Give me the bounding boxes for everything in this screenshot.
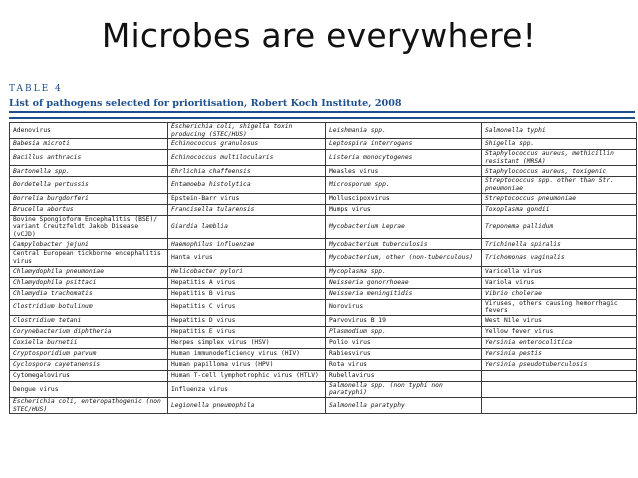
table-row	[10, 215, 637, 239]
table-cell: Vibrio cholerae	[482, 288, 637, 299]
table-cell: Neisseria meningitidis	[326, 288, 482, 299]
table-cell: Yersinia pestis	[482, 348, 637, 359]
table-cell: Cytomegalovirus	[10, 370, 168, 381]
table-cell: Entamoeba histolytica	[168, 177, 326, 193]
table-cell: Brucella abortus	[10, 204, 168, 215]
table-cell: Mycoplasma spp.	[326, 266, 482, 277]
table-cell: Molluscipoxvirus	[326, 193, 482, 204]
table-row	[10, 204, 637, 215]
table-cell: Adenovirus	[10, 123, 168, 139]
table-cell: Echinococcus multilocularis	[168, 150, 326, 166]
table-cell: Legionella pneumophila	[168, 397, 326, 413]
table-cell: Coxiella burnetii	[10, 337, 168, 348]
table-cell: Bovine Spongioform Encephalitis (BSE)/ variant Creutzfeldt Jakob Disease (vCJD)	[10, 215, 168, 239]
table-cell: Streptococcus pneumoniae	[482, 193, 637, 204]
table-cell: Herpes simplex virus (HSV)	[168, 337, 326, 348]
table-cell: Bartonella spp.	[10, 166, 168, 177]
table-cell: Echinococcus granulosus	[168, 139, 326, 150]
caption-rule-bottom	[9, 117, 635, 119]
table-row	[10, 299, 637, 315]
caption-rule-top	[9, 111, 635, 113]
table-cell: Human T-cell lymphotrophic virus (HTLV)	[168, 370, 326, 381]
table-cell: Rabiesvirus	[326, 348, 482, 359]
table-cell: Borrelia burgdorferi	[10, 193, 168, 204]
table-cell: Mycobacterium, other (non-tuberculous)	[326, 250, 482, 266]
table-row	[10, 266, 637, 277]
table-cell: Shigella spp.	[482, 139, 637, 150]
table-cell	[482, 370, 637, 381]
table-cell: Trichomonas vaginalis	[482, 250, 637, 266]
table-cell: Helicobacter pylori	[168, 266, 326, 277]
table-row	[10, 123, 637, 139]
table-cell: Bordetella pertussis	[10, 177, 168, 193]
table-cell: Salmonella spp. (non typhi non paratyphi)	[326, 381, 482, 397]
table-cell: Yersinia enterocolitica	[482, 337, 637, 348]
table-row	[10, 337, 637, 348]
table-cell: Escherichia coli, enteropathogenic (non STEC/HUS)	[10, 397, 168, 413]
table-cell: Central European tickborne encephalitis virus	[10, 250, 168, 266]
table-cell: Mumps virus	[326, 204, 482, 215]
table-cell: Hepatitis A virus	[168, 277, 326, 288]
table-cell: Norovirus	[326, 299, 482, 315]
table-row	[10, 139, 637, 150]
table-caption: List of pathogens selected for prioritisation, Robert Koch Institute, 2008	[9, 98, 402, 109]
pathogen-table	[9, 122, 637, 414]
table-cell: Influenza virus	[168, 381, 326, 397]
table-cell: Staphylococcus aureus, toxigenic	[482, 166, 637, 177]
table-cell: Mycobacterium Leprae	[326, 215, 482, 239]
table-row	[10, 359, 637, 370]
table-cell: Clostridium botulinum	[10, 299, 168, 315]
table-cell: Rubellavirus	[326, 370, 482, 381]
table-cell: Chlamydia trachomatis	[10, 288, 168, 299]
table-cell: Leishmania spp.	[326, 123, 482, 139]
table-cell: Plasmodium spp.	[326, 326, 482, 337]
table-cell: Polio virus	[326, 337, 482, 348]
table-cell: Escherichia coli, shigella toxin producing (STEC/HUS)	[168, 123, 326, 139]
table-row	[10, 277, 637, 288]
table-cell: Parvovirus B 19	[326, 315, 482, 326]
table-cell: Ehrlichia chaffeensis	[168, 166, 326, 177]
table-row	[10, 250, 637, 266]
table-cell: Viruses, others causing hemorrhagic fevers	[482, 299, 637, 315]
table-row	[10, 381, 637, 397]
table-cell: Treponema pallidum	[482, 215, 637, 239]
table-row	[10, 397, 637, 413]
table-row	[10, 326, 637, 337]
table-cell: Human immunodeficiency virus (HIV)	[168, 348, 326, 359]
table-cell: Measles virus	[326, 166, 482, 177]
table-cell: Neisseria gonorrhoeae	[326, 277, 482, 288]
table-cell: Salmonella paratyphy	[326, 397, 482, 413]
table-cell: Variola virus	[482, 277, 637, 288]
table-cell: Leptospira interrogans	[326, 139, 482, 150]
table-row	[10, 150, 637, 166]
table-cell: Clostridium tetani	[10, 315, 168, 326]
table-cell: Hanta virus	[168, 250, 326, 266]
table-cell: Epstein-Barr virus	[168, 193, 326, 204]
table-cell	[482, 381, 637, 397]
table-cell: Trichinella spiralis	[482, 239, 637, 250]
table-cell: Hepatitis D virus	[168, 315, 326, 326]
table-cell: Hepatitis E virus	[168, 326, 326, 337]
table-cell: Hepatitis C virus	[168, 299, 326, 315]
table-cell: West Nile virus	[482, 315, 637, 326]
table-cell: Yersinia pseudotuberculosis	[482, 359, 637, 370]
table-row	[10, 239, 637, 250]
table-cell: Chlamydophila pneumoniae	[10, 266, 168, 277]
table-cell: Cryptosporidium parvum	[10, 348, 168, 359]
table-cell: Microsporum spp.	[326, 177, 482, 193]
table-row	[10, 166, 637, 177]
table-cell: Campylobacter jejuni	[10, 239, 168, 250]
table-cell: Rota virus	[326, 359, 482, 370]
table-cell: Human papilloma virus (HPV)	[168, 359, 326, 370]
table-cell: Salmonella typhi	[482, 123, 637, 139]
table-cell: Toxoplasma gondii	[482, 204, 637, 215]
table-cell: Varicella virus	[482, 266, 637, 277]
table-row	[10, 288, 637, 299]
pathogen-table-body	[10, 123, 637, 414]
table-row	[10, 315, 637, 326]
table-cell: Listeria monocytogenes	[326, 150, 482, 166]
table-cell: Bacillus anthracis	[10, 150, 168, 166]
table-row	[10, 348, 637, 359]
table-cell: Giardia lamblia	[168, 215, 326, 239]
table-cell: Francisella tularensis	[168, 204, 326, 215]
table-row	[10, 193, 637, 204]
table-cell: Dengue virus	[10, 381, 168, 397]
table-cell: Staphylococcus aureus, methicillin resistant (MRSA)	[482, 150, 637, 166]
table-row	[10, 177, 637, 193]
table-cell: Yellow fever virus	[482, 326, 637, 337]
table-cell	[482, 397, 637, 413]
table-cell: Mycobacterium tuberculosis	[326, 239, 482, 250]
table-row	[10, 370, 637, 381]
table-cell: Corynebacterium diphtheria	[10, 326, 168, 337]
table-cell: Cyclospora cayetanensis	[10, 359, 168, 370]
table-cell: Babesia microti	[10, 139, 168, 150]
table-cell: Chlamydophila psittaci	[10, 277, 168, 288]
table-cell: Hepatitis B virus	[168, 288, 326, 299]
table-cell: Haemophilus influenzae	[168, 239, 326, 250]
table-label: TABLE 4	[9, 84, 63, 94]
slide-title: Microbes are everywhere!	[101, 16, 537, 55]
table-cell: Streptococcus spp. other than Str. pneumoniae	[482, 177, 637, 193]
